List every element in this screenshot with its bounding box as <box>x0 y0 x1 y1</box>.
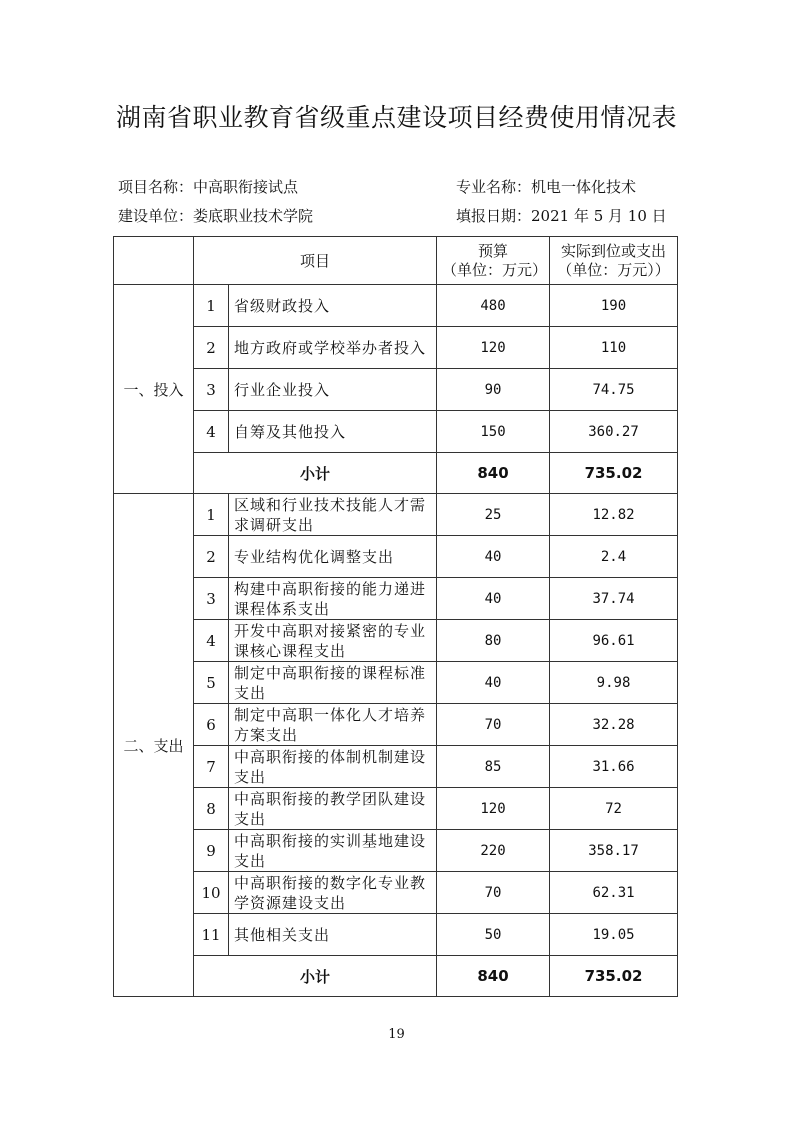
table-header-row <box>114 237 678 285</box>
subtotal-label: 小计 <box>194 453 437 494</box>
table-row <box>114 620 678 662</box>
row-actual: 37.74 <box>550 578 678 620</box>
table-row <box>114 788 678 830</box>
major-label: 专业名称： <box>456 178 532 196</box>
header-actual-line1: 实际到位或支出 <box>561 241 667 260</box>
row-actual: 62.31 <box>550 872 678 914</box>
table-row <box>114 704 678 746</box>
unit-label: 建设单位： <box>118 207 194 225</box>
row-number: 2 <box>194 327 229 369</box>
row-item-name: 中高职衔接的体制机制建设支出 <box>229 746 437 788</box>
date-value: 2021 年 5 月 10 日 <box>531 207 667 225</box>
subtotal-row <box>114 956 678 997</box>
row-number: 7 <box>194 746 229 788</box>
row-actual: 31.66 <box>550 746 678 788</box>
row-actual: 72 <box>550 788 678 830</box>
row-actual: 358.17 <box>550 830 678 872</box>
row-budget: 85 <box>437 746 550 788</box>
budget-table <box>113 236 678 997</box>
table-row <box>114 536 678 578</box>
header-actual <box>550 237 678 285</box>
row-number: 5 <box>194 662 229 704</box>
subtotal-actual: 735.02 <box>550 453 678 494</box>
table-row <box>114 746 678 788</box>
subtotal-budget: 840 <box>437 956 550 997</box>
major-name <box>456 176 636 197</box>
row-number: 3 <box>194 578 229 620</box>
page-title: 湖南省职业教育省级重点建设项目经费使用情况表 <box>115 103 677 132</box>
header-budget <box>437 237 550 285</box>
row-number: 4 <box>194 620 229 662</box>
row-number: 4 <box>194 411 229 453</box>
header-budget-line1: 预算 <box>478 241 509 260</box>
row-item-name: 中高职衔接的实训基地建设支出 <box>229 830 437 872</box>
row-budget: 40 <box>437 578 550 620</box>
row-number: 9 <box>194 830 229 872</box>
subtotal-actual: 735.02 <box>550 956 678 997</box>
row-item-name: 区域和行业技术技能人才需求调研支出 <box>229 494 437 536</box>
table-row <box>114 872 678 914</box>
table-row <box>114 914 678 956</box>
row-actual: 19.05 <box>550 914 678 956</box>
row-number: 10 <box>194 872 229 914</box>
subtotal-budget: 840 <box>437 453 550 494</box>
subtotal-label: 小计 <box>194 956 437 997</box>
row-item-name: 制定中高职一体化人才培养方案支出 <box>229 704 437 746</box>
row-budget: 480 <box>437 285 550 327</box>
row-item-name: 行业企业投入 <box>229 369 437 411</box>
row-budget: 50 <box>437 914 550 956</box>
header-item: 项目 <box>194 237 437 285</box>
row-budget: 120 <box>437 788 550 830</box>
fill-date <box>456 205 667 226</box>
table-row <box>114 327 678 369</box>
row-item-name: 开发中高职对接紧密的专业课核心课程支出 <box>229 620 437 662</box>
row-item-name: 中高职衔接的数字化专业教学资源建设支出 <box>229 872 437 914</box>
table-row <box>114 662 678 704</box>
page-number: 19 <box>388 1027 405 1042</box>
row-actual: 12.82 <box>550 494 678 536</box>
date-label: 填报日期： <box>456 207 532 225</box>
project-name <box>118 176 298 197</box>
row-actual: 74.75 <box>550 369 678 411</box>
table-row <box>114 411 678 453</box>
row-item-name: 制定中高职衔接的课程标准支出 <box>229 662 437 704</box>
subtotal-row <box>114 453 678 494</box>
row-actual: 190 <box>550 285 678 327</box>
row-actual: 9.98 <box>550 662 678 704</box>
row-budget: 70 <box>437 872 550 914</box>
row-actual: 110 <box>550 327 678 369</box>
row-budget: 80 <box>437 620 550 662</box>
row-budget: 90 <box>437 369 550 411</box>
row-actual: 360.27 <box>550 411 678 453</box>
row-number: 8 <box>194 788 229 830</box>
row-budget: 150 <box>437 411 550 453</box>
row-budget: 40 <box>437 536 550 578</box>
project-name-label: 项目名称： <box>118 178 194 196</box>
unit-value: 娄底职业技术学院 <box>193 207 314 225</box>
row-item-name: 自筹及其他投入 <box>229 411 437 453</box>
table-row <box>114 578 678 620</box>
row-actual: 32.28 <box>550 704 678 746</box>
row-budget: 70 <box>437 704 550 746</box>
header-corner-cell <box>114 237 194 285</box>
row-number: 1 <box>194 494 229 536</box>
row-item-name: 其他相关支出 <box>229 914 437 956</box>
row-actual: 96.61 <box>550 620 678 662</box>
header-actual-line2: （单位：万元）） <box>557 260 670 279</box>
table-row <box>114 494 678 536</box>
row-number: 11 <box>194 914 229 956</box>
header-budget-line2: （单位：万元） <box>442 260 548 279</box>
row-item-name: 专业结构优化调整支出 <box>229 536 437 578</box>
row-budget: 40 <box>437 662 550 704</box>
row-item-name: 地方政府或学校举办者投入 <box>229 327 437 369</box>
major-value: 机电一体化技术 <box>531 178 637 196</box>
row-item-name: 中高职衔接的教学团队建设支出 <box>229 788 437 830</box>
row-number: 1 <box>194 285 229 327</box>
row-item-name: 省级财政投入 <box>229 285 437 327</box>
row-number: 2 <box>194 536 229 578</box>
project-name-value: 中高职衔接试点 <box>193 178 299 196</box>
row-actual: 2.4 <box>550 536 678 578</box>
row-budget: 220 <box>437 830 550 872</box>
row-item-name: 构建中高职衔接的能力递进课程体系支出 <box>229 578 437 620</box>
row-number: 6 <box>194 704 229 746</box>
row-budget: 120 <box>437 327 550 369</box>
row-number: 3 <box>194 369 229 411</box>
table-row <box>114 830 678 872</box>
table-row <box>114 369 678 411</box>
row-budget: 25 <box>437 494 550 536</box>
table-row <box>114 285 678 327</box>
construction-unit <box>118 205 313 226</box>
expenditure-section-label: 二、支出 <box>114 494 194 997</box>
investment-section-label: 一、投入 <box>114 285 194 494</box>
